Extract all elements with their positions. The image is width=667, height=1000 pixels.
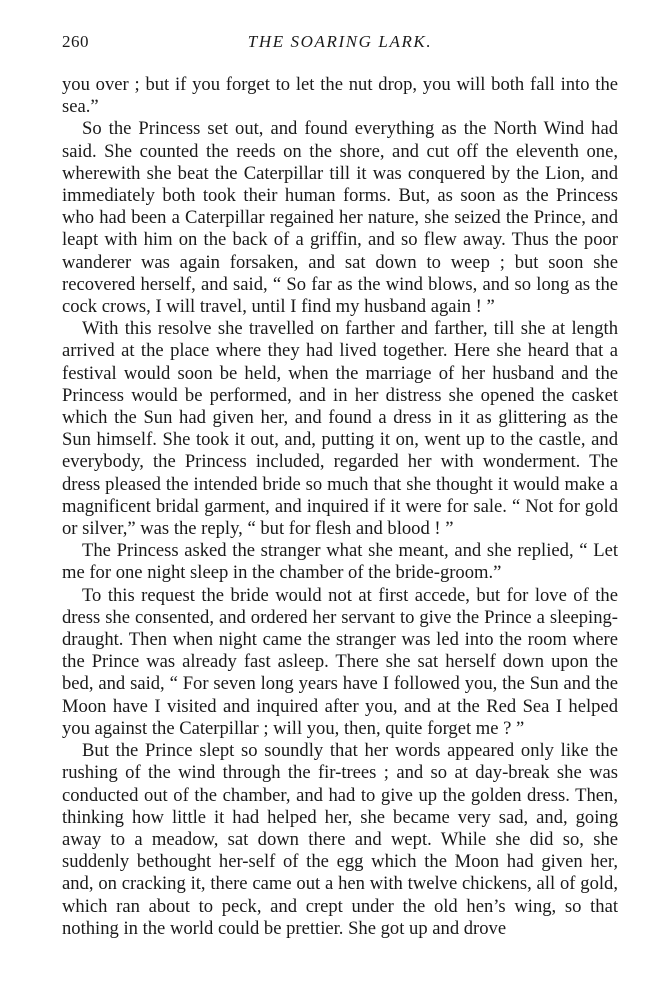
paragraph: So the Princess set out, and found everything as the North Wind had said. She counted the reeds on the shore, and cut off the eleventh one, wherewith she beat the Caterpillar till it was conquered by the Lion, and immediately both took their human forms. But, as soon as the Princess who had been a Caterpillar regained her nature, she seized the Prince, and leapt with him on the back of a griffin, and so flew away. Thus the poor wanderer was again forsaken, and sat down to weep ; but soon she recovered herself, and said, “ So far as the wind blows, and so long as the cock crows, I will travel, until I find my husband again ! ” xyxy=(62,118,618,318)
paragraph: To this request the bride would not at first accede, but for love of the dress she consented, and ordered her servant to give the Prince a sleeping-draught. Then when night came the stranger was led into the room where the Prince was already fast asleep. There she sat herself down upon the bed, and said, “ For seven long years have I followed you, the Sun and the Moon have I visited and inquired after you, and at the Red Sea I helped you against the Caterpillar ; will you, then, quite forget me ? ” xyxy=(62,584,618,739)
body-text xyxy=(62,74,618,940)
paragraph: The Princess asked the stranger what she meant, and she replied, “ Let me for one night sleep in the chamber of the bride-groom.” xyxy=(62,540,618,584)
paragraph: With this resolve she travelled on farther and farther, till she at length arrived at the place where they had lived together. Here she heard that a festival would soon be held, when the marriage of her husband and the Princess would be performed, and in her distress she opened the casket which the Sun had given her, and found a dress in it as glittering as the Sun himself. She took it out, and, putting it on, went up to the castle, and everybody, the Princess included, regarded her with wonderment. The dress pleased the intended bride so much that she thought it would make a magnificent bridal garment, and inquired if it were for sale. “ Not for gold or silver,” was the reply, “ but for flesh and blood ! ” xyxy=(62,318,618,540)
page-header xyxy=(62,32,618,56)
paragraph: you over ; but if you forget to let the nut drop, you will both fall into the sea.” xyxy=(62,74,618,118)
page-number: 260 xyxy=(62,32,89,51)
running-title: THE SOARING LARK. xyxy=(247,32,433,51)
paragraph: But the Prince slept so soundly that her words appeared only like the rushing of the wind through the fir-trees ; and so at day-break she was conducted out of the chamber, and had to give up the golden dress. Then, thinking how little it had helped her, she became very sad, and, going away to a meadow, sat down there and wept. While she did so, she suddenly bethought her-self of the egg which the Moon had given her, and, on cracking it, there came out a hen with twelve chickens, all of gold, which ran about to peck, and crept under the old hen’s wing, so that nothing in the world could be prettier. She got up and drove xyxy=(62,740,618,939)
